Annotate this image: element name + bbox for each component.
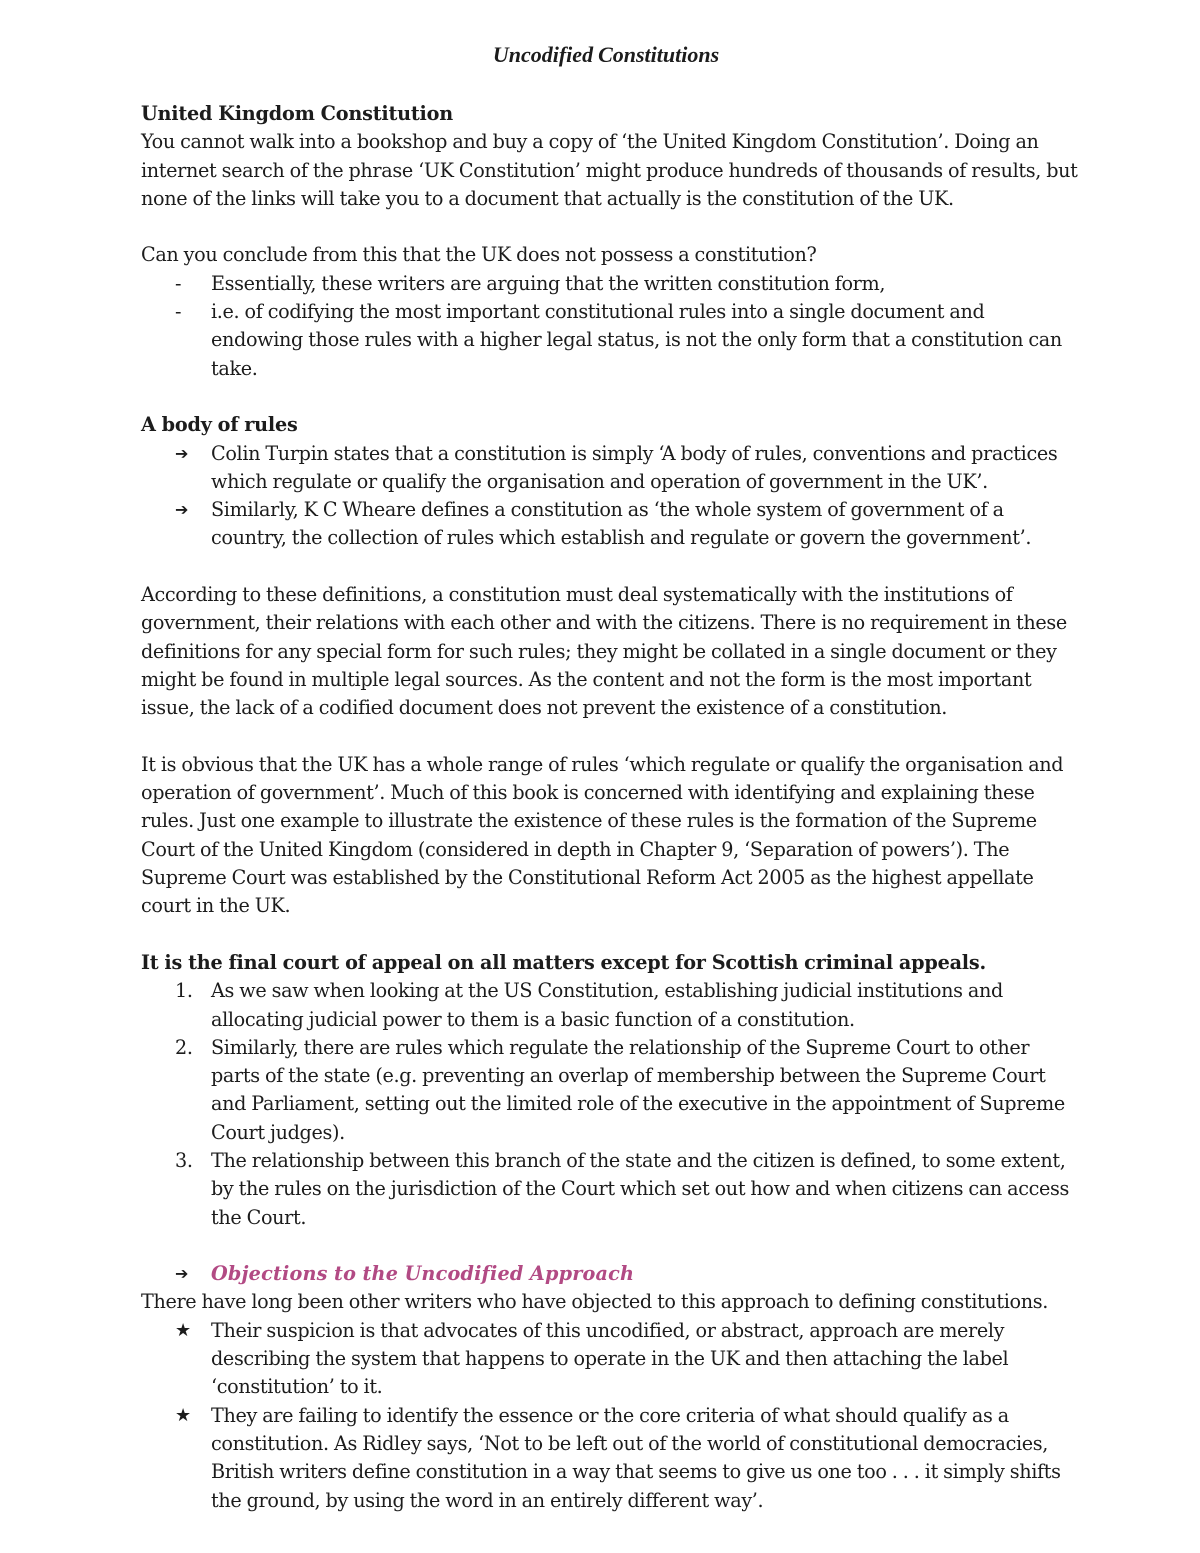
dash-bullet-icon: -	[175, 271, 182, 295]
list-item	[141, 1260, 1081, 1288]
dash-list	[141, 270, 1081, 383]
star-bullet-icon: ★	[175, 1404, 191, 1426]
list-item	[141, 1147, 1081, 1232]
numbered-list	[141, 977, 1081, 1232]
list-item-text: As we saw when looking at the US Constitution, establishing judicial institutions and allocating judicial power to them is a basic function of a constitution.	[211, 979, 1003, 1031]
list-item	[141, 977, 1081, 1034]
arrow-bullet-icon: ➔	[175, 500, 189, 520]
section-heading-final-court: It is the final court of appeal on all matters except for Scottish criminal appeals.	[141, 950, 986, 974]
paragraph: According to these definitions, a constitution must deal systematically with the institutions of government, their relations with each other and with the citizens. There is no requirement in these definitions for any special form for such rules; they might be collated in a single document or they might be found in multiple legal sources. As the content and not the form is the most important issue, the lack of a codified document does not prevent the existence of a constitution.	[141, 583, 1067, 720]
arrow-bullet-icon: ➔	[175, 1264, 189, 1284]
paragraph-question: Can you conclude from this that the UK does not possess a constitution?	[141, 243, 817, 267]
star-bullet-icon: ★	[175, 1319, 191, 1341]
document-page	[141, 40, 1081, 1515]
list-item	[141, 1402, 1081, 1515]
list-item	[141, 298, 1081, 383]
section-heading-objections: Objections to the Uncodified Approach	[211, 1262, 635, 1286]
list-item-text: The relationship between this branch of the state and the citizen is defined, to some extent, by the rules on the jurisdiction of the Court which set out how and when citizens can access the Court.	[211, 1148, 1070, 1229]
list-item-text: Similarly, there are rules which regulate the relationship of the Supreme Court to other parts of the state (e.g. preventing an overlap of membership between the Supreme Court and Parliament, setting out the limited role of the executive in the appointment of Supreme Court judges).	[211, 1035, 1065, 1144]
section-heading-uk-constitution: United Kingdom Constitution	[141, 102, 453, 125]
list-number: 3.	[175, 1148, 193, 1172]
arrow-bullet-icon: ➔	[175, 443, 189, 463]
list-number: 1.	[175, 979, 193, 1003]
list-item-text: Colin Turpin states that a constitution is simply ‘A body of rules, conventions and practices which regulate or qualify the organisation and operation of government in the UK’.	[211, 441, 1058, 493]
paragraph: You cannot walk into a bookshop and buy a copy of ‘the United Kingdom Constitution’. Doing an internet search of the phrase ‘UK Constitution’ might produce hundreds of thousands of results, but none of the links will take you to a document that actually is the constitution of the UK.	[141, 130, 1078, 210]
list-item-text: Similarly, K C Wheare defines a constitution as ‘the whole system of government of a country, the collection of rules which establish and regulate or govern the government’.	[211, 498, 1032, 550]
list-item	[141, 1034, 1081, 1147]
list-item-text: i.e. of codifying the most important constitutional rules into a single document and endowing those rules with a higher legal status, is not the only form that a constitution can take.	[211, 300, 1062, 380]
objections-heading-list	[141, 1260, 1081, 1288]
list-item	[141, 270, 1081, 298]
arrow-list	[141, 440, 1081, 553]
list-item	[141, 496, 1081, 553]
list-number: 2.	[175, 1035, 193, 1059]
list-item-text: They are failing to identify the essence or the core criteria of what should qualify as a constitution. As Ridley says, ‘Not to be left out of the world of constitutional democracies, British writers define constitution in a way that seems to give us one too . . . it simply shifts the ground, by using the word in an entirely different way’.	[211, 1403, 1061, 1512]
list-item	[141, 1317, 1081, 1402]
list-item-text: Essentially, these writers are arguing that the written constitution form,	[211, 271, 886, 295]
section-heading-body-of-rules: A body of rules	[141, 413, 298, 437]
paragraph: There have long been other writers who have objected to this approach to defining constitutions.	[141, 1290, 1048, 1314]
page-title: Uncodified Constitutions	[492, 42, 720, 67]
star-list	[141, 1317, 1081, 1515]
dash-bullet-icon: -	[175, 300, 182, 324]
list-item-text: Their suspicion is that advocates of this uncodified, or abstract, approach are merely describing the system that happens to operate in the UK and then attaching the label ‘constitution’ to it.	[211, 1318, 1009, 1399]
list-item	[141, 440, 1081, 497]
paragraph: It is obvious that the UK has a whole range of rules ‘which regulate or qualify the organisation and operation of government’. Much of this book is concerned with identifying and explaining these rules. Just one example to illustrate the existence of these rules is the formation of the Supreme Court of the United Kingdom (considered in depth in Chapter 9, ‘Separation of powers’). The Supreme Court was established by the Constitutional Reform Act 2005 as the highest appellate court in the UK.	[141, 752, 1064, 918]
